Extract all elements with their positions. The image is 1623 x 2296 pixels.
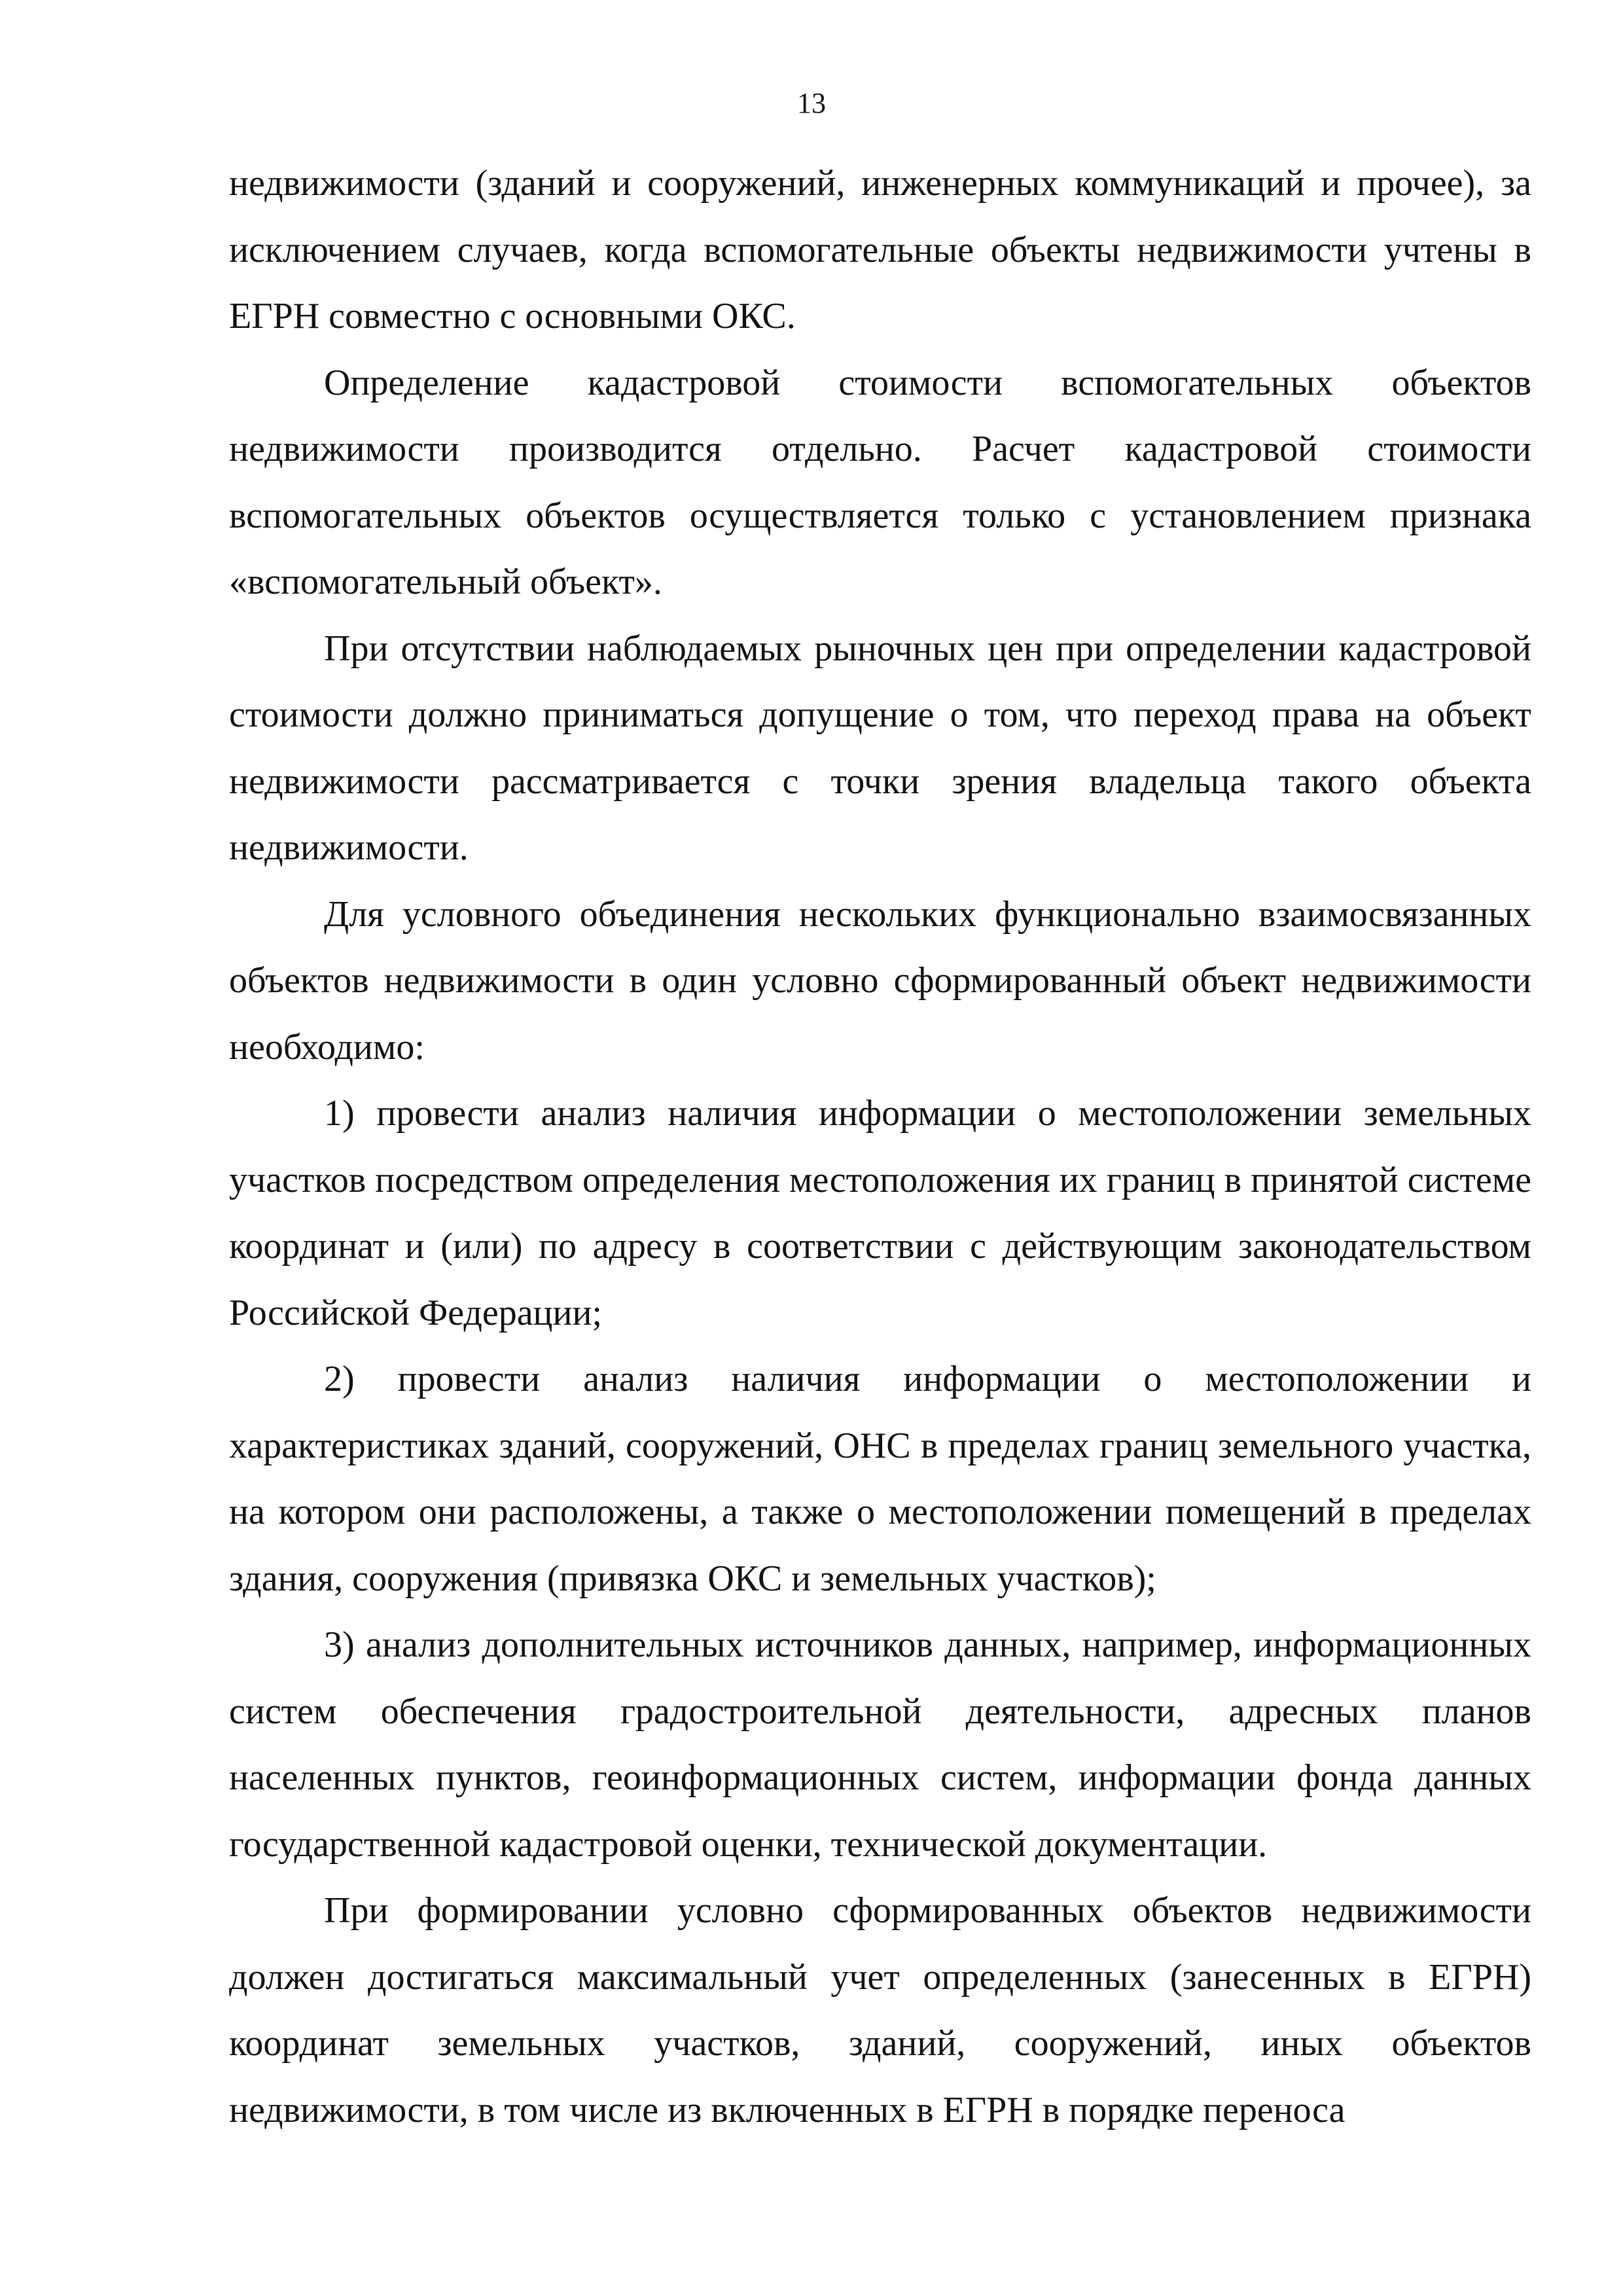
- paragraph-market-prices: При отсутствии наблюдаемых рыночных цен при определении кадастровой стоимости должно приниматься допущение о том, что переход права на объект недвижимости рассматривается с точки зрения владельца такого объекта недвижимости.: [229, 628, 1531, 868]
- page-number: 13: [797, 87, 826, 119]
- paragraph-auxiliary-objects: Определение кадастровой стоимости вспомогательных объектов недвижимости производится отдельно. Расчет кадастровой стоимости вспомогательных объектов осуществляется только с установлением признака «вспомогательный объект».: [229, 362, 1531, 602]
- paragraph-continuation: недвижимости (зданий и сооружений, инженерных коммуникаций и прочее), за исключением случаев, когда вспомогательные объекты недвижимости учтены в ЕГРН совместно с основными ОКС.: [229, 163, 1531, 336]
- paragraph-formation: При формировании условно сформированных объектов недвижимости должен достигаться максимальный учет определенных (занесенных в ЕГРН) координат земельных участков, зданий, сооружений, иных объектов недвижимости, в том числе из включенных в ЕГРН в порядке переноса: [229, 1890, 1531, 2130]
- list-item-1: 1) провести анализ наличия информации о местоположении земельных участков посредством определения местоположения их границ в принятой системе координат и (или) по адресу в соответствии с действующим законодательством Российской Федерации;: [229, 1093, 1531, 1333]
- list-item-2: 2) провести анализ наличия информации о местоположении и характеристиках зданий, сооружений, ОНС в пределах границ земельного участка, на котором они расположены, а также о местоположении помещений в пределах здания, сооружения (привязка ОКС и земельных участков);: [229, 1359, 1531, 1599]
- body-text: [229, 151, 1531, 2144]
- list-item-3: 3) анализ дополнительных источников данных, например, информационных систем обеспечения градостроительной деятельности, адресных планов населенных пунктов, геоинформационных систем, информации фонда данных государственной кадастровой оценки, технической документации.: [229, 1624, 1531, 1865]
- paragraph-conditional-merge: Для условного объединения нескольких функционально взаимосвязанных объектов недвижимости в один условно сформированный объект недвижимости необходимо:: [229, 893, 1531, 1067]
